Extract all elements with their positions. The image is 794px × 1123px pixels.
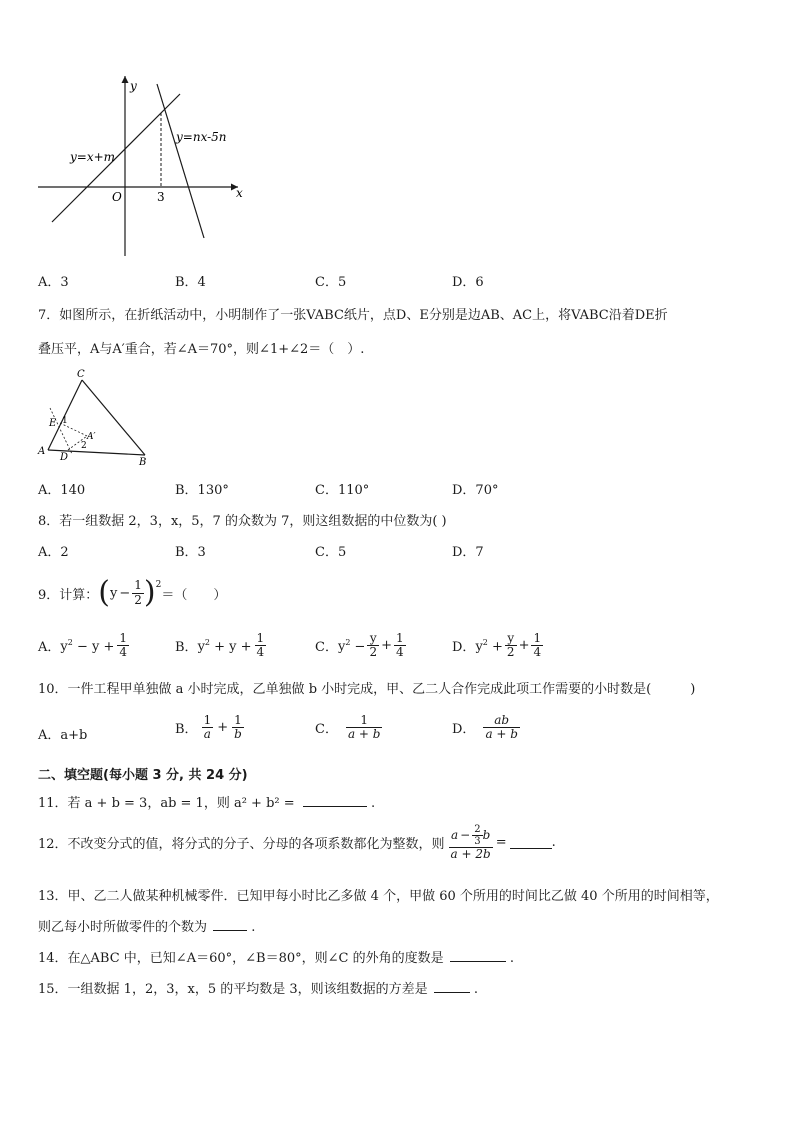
svg-text:D: D: [60, 452, 69, 463]
q11-answer-blank[interactable]: [303, 794, 367, 807]
q9-option-a[interactable]: A． $y^2 - y$ + $\frac{1}{4}$: [38, 631, 128, 660]
q9-option-c[interactable]: C． $y^2$ − $\frac{y}{2}$ + $\frac{1}{4}$: [315, 631, 404, 660]
q6-option-d[interactable]: D．6: [452, 275, 484, 290]
q9-text: 9．计算： ( y − $\frac{1}{2}$ ) 2 ＝（ ）: [38, 575, 227, 610]
x-axis-label: x: [236, 186, 243, 200]
q7-option-d[interactable]: D．70°: [452, 483, 499, 498]
svg-text:2: 2: [81, 441, 87, 451]
q9-option-d[interactable]: D． $y^2$ + $\frac{y}{2}$ + $\frac{1}{4}$: [452, 631, 542, 660]
q9-option-b[interactable]: B． $y^2 + y$ + $\frac{1}{4}$: [175, 631, 265, 660]
q6-option-c[interactable]: C．5: [315, 275, 347, 290]
q14-text: 14．在△ABC 中，已知∠A＝60°，∠B＝80°，则∠C 的外角的度数是 .: [38, 951, 515, 966]
q15-answer-blank[interactable]: [434, 980, 470, 993]
q14-answer-blank[interactable]: [450, 949, 506, 962]
graph-figure: [30, 70, 260, 260]
q8-option-d[interactable]: D．7: [452, 545, 484, 560]
q10-text: 10．一件工程甲单独做 a 小时完成，乙单独做 b 小时完成，甲、乙二人合作完成此项工作需要的小时数是( ): [38, 682, 696, 697]
svg-text:C: C: [77, 369, 85, 380]
q7-text-line2: 叠压平，A与A′重合，若∠A＝70°，则∠1+∠2＝（ ）.: [38, 342, 365, 357]
q8-text: 8．若一组数据 2，3，x，5，7 的众数为 7，则这组数据的中位数为( ): [38, 514, 447, 529]
svg-text:1: 1: [62, 416, 68, 426]
svg-text:A: A: [38, 446, 46, 457]
q8-option-b[interactable]: B．3: [175, 545, 206, 560]
q13-text-line1: 13．甲、乙二人做某种机械零件．已知甲每小时比乙多做 4 个，甲做 60 个所用的时间比乙做 40 个所用的时间相等，: [38, 889, 719, 904]
q10-option-a[interactable]: A．a+b: [38, 728, 88, 743]
line2-label: y=nx-5n: [176, 130, 227, 144]
q10-option-d[interactable]: D． $\frac{ab}{a + b}$: [452, 713, 518, 742]
q15-text: 15．一组数据 1，2，3，x，5 的平均数是 3，则该组数据的方差是 .: [38, 982, 479, 997]
q13-text-line2: 则乙每小时所做零件的个数为 .: [38, 920, 256, 935]
y-axis-label: y: [130, 79, 137, 93]
q8-option-a[interactable]: A．2: [38, 545, 69, 560]
q12-answer-blank[interactable]: [510, 836, 552, 849]
q8-option-c[interactable]: C．5: [315, 545, 347, 560]
q10-option-b[interactable]: B． $\frac{1}{a}$ + $\frac{1}{b}$: [175, 713, 242, 742]
q7-option-a[interactable]: A．140: [38, 483, 86, 498]
section-heading: 二、填空题(每小题 3 分, 共 24 分): [38, 768, 248, 783]
tick-3-label: 3: [157, 190, 165, 204]
q13-answer-blank[interactable]: [213, 918, 247, 931]
triangle-figure: [32, 368, 157, 470]
svg-text:B: B: [139, 457, 147, 468]
q6-option-b[interactable]: B．4: [175, 275, 206, 290]
svg-text:A′: A′: [87, 432, 96, 442]
q12-text: 12．不改变分式的值，将分式的分子、分母的各项系数都化为整数，则 a − $\frac{2}{3}$ b a + 2b = .: [38, 824, 556, 861]
svg-text:E: E: [49, 418, 57, 429]
line1-label: y=x+m: [70, 150, 116, 164]
origin-label: O: [112, 190, 122, 204]
q7-option-c[interactable]: C．110°: [315, 483, 370, 498]
line-y-nx-5n: [157, 84, 204, 238]
q11-text: 11．若 a + b = 3，ab = 1，则 a² + b² = .: [38, 796, 376, 811]
q7-text-line1: 7．如图所示，在折纸活动中，小明制作了一张VABC纸片，点D、E分别是边AB、AC上，将VABC沿着DE折: [38, 308, 668, 323]
q7-option-b[interactable]: B．130°: [175, 483, 229, 498]
q10-option-c[interactable]: C． $\frac{1}{a + b}$: [315, 713, 381, 742]
q6-option-a[interactable]: A．3: [38, 275, 69, 290]
